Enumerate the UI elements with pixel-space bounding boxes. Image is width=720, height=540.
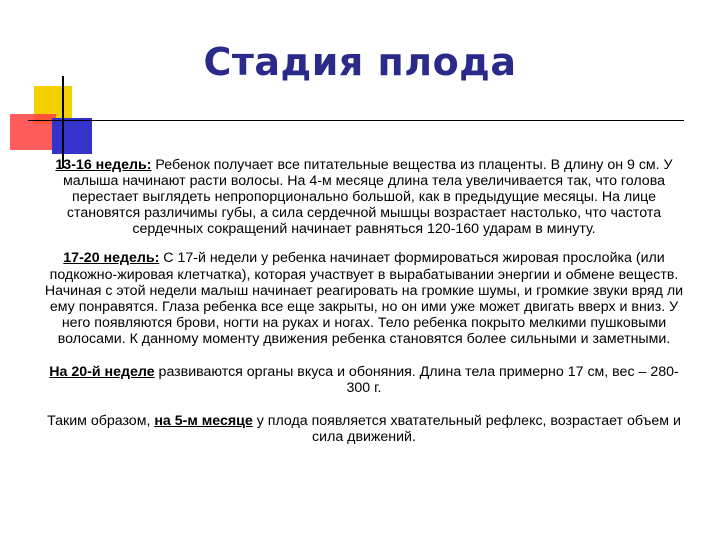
paragraph-20-week: [40, 364, 688, 396]
paragraph-17-20-weeks: [40, 250, 688, 347]
paragraph-text: у плода появляется хватательный рефлекс, возрастает объем и сила движений.: [252, 413, 681, 446]
slide-body: [40, 157, 688, 445]
paragraph-lead: На 20-й неделе: [49, 364, 155, 381]
decor-vertical-line: [62, 76, 64, 168]
paragraph-5-month-summary: [40, 413, 688, 445]
paragraph-text: С 17-й недели у ребенка начинает формироваться жировая прослойка (или подкожно-жировая клетчатка), которая участвует в вырабатывании энергии и обмене веществ. Начиная с этой недели малыш начинает реагировать на громкие шумы, и громкие звуки вряд ли ему понравятся. Глаза ребенка все еще закрыты, но он ими уже может двигать вверх и вниз. У него появляются брови, ногти на руках и ногах. Тело ребенка покрыто мелкими пушковыми волосами. К данному моменту движения ребенка становятся более сильными и заметными.: [44, 250, 684, 347]
paragraph-lead: 17-20 недель:: [63, 250, 160, 267]
title-divider-line: [28, 120, 684, 121]
slide-title: Стадия плода: [203, 40, 517, 84]
paragraph-13-16-weeks: [40, 157, 688, 237]
paragraph-lead: на 5-м месяце: [154, 413, 253, 430]
paragraph-lead: 13-16 недель:: [55, 157, 152, 173]
paragraph-text: развиваются органы вкуса и обоняния. Длина тела примерно 17 см, вес – 280-300 г.: [154, 364, 679, 397]
decor-blue-square: [52, 118, 92, 154]
paragraph-text: Ребенок получает все питательные вещества из плаценты. В длину он 9 см. У малыша начинают расти волосы. На 4-м месяце длина тела увеличивается так, что голова перестает выглядеть непропорционально большой, как в предыдущие месяцы. На лице становятся различимы губы, а сила сердечной мышцы возрастает настолько, что частота сердечных сокращений начинает равняться 120-160 ударам в минуту.: [63, 157, 673, 238]
paragraph-prefix: Таким образом,: [47, 413, 155, 430]
